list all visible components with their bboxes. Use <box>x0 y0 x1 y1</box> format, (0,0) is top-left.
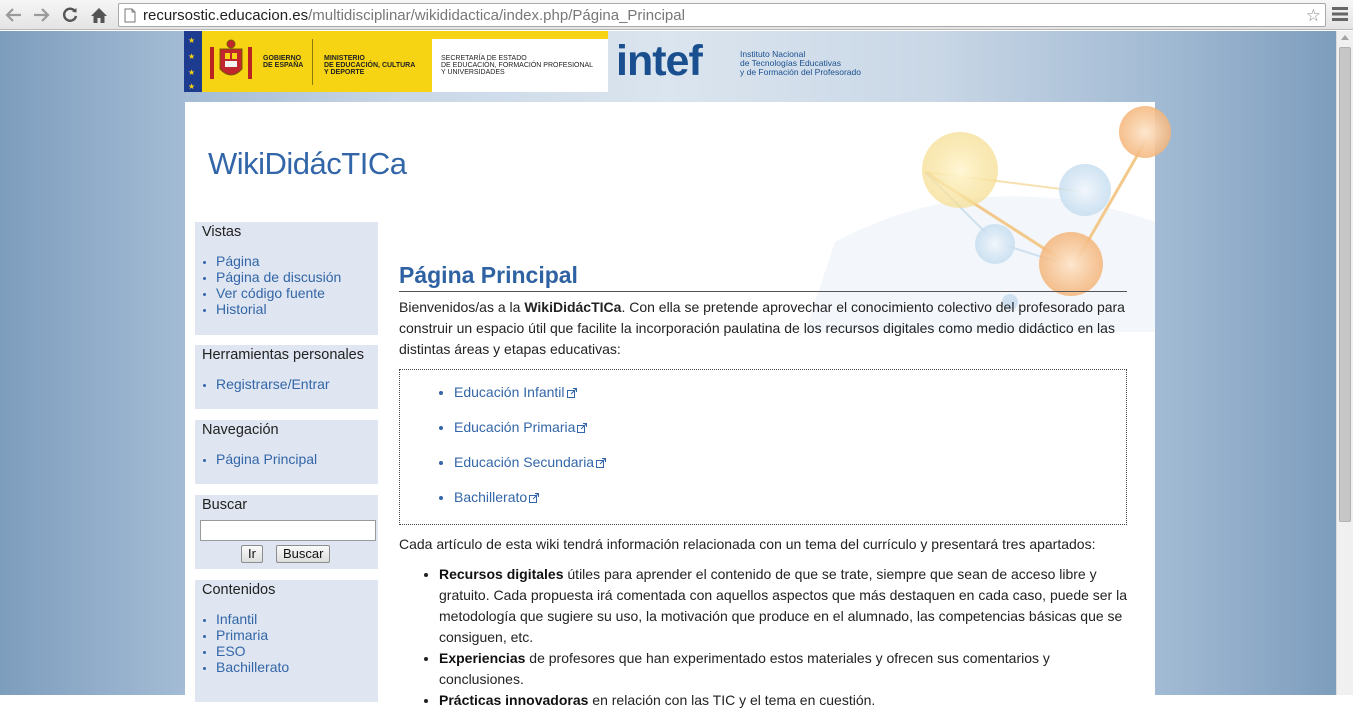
list-item: • Prácticas innovadoras en relación con las TIC y el tema en cuestión. <box>439 690 1127 711</box>
secretaria-block <box>432 39 608 92</box>
scroll-up-arrow-icon[interactable] <box>1341 35 1349 40</box>
portlet-herramientas <box>195 345 378 409</box>
sidebar-item-discusion[interactable]: • Página de discusión <box>216 269 341 285</box>
secretaria-text: SECRETARÍA DE ESTADO DE EDUCACIÓN, FORMACIÓN PROFESIONAL Y UNIVERSIDADES <box>441 55 594 76</box>
intef-wordmark: intef <box>616 37 702 85</box>
portlet-contenidos <box>195 580 378 702</box>
stage-links-box <box>399 369 1127 525</box>
sidebar-item-primaria[interactable]: • Primaria <box>216 627 289 643</box>
sidebar-item-registrarse[interactable]: • Registrarse/Entrar <box>216 376 330 392</box>
forward-arrow-icon[interactable] <box>29 3 53 27</box>
sidebar-item-bachillerato[interactable]: • Bachillerato <box>216 659 289 675</box>
gobierno-logo[interactable] <box>184 31 608 92</box>
coat-of-arms-icon <box>206 37 256 87</box>
browser-toolbar <box>0 0 1353 30</box>
portlet-title: Buscar <box>202 497 248 513</box>
back-arrow-icon[interactable] <box>2 3 26 27</box>
menu-icon[interactable] <box>1332 7 1348 26</box>
sidebar-item-historial[interactable]: • Historial <box>216 301 341 317</box>
government-banner <box>184 31 874 92</box>
ministry-text: MINISTERIO DE EDUCACIÓN, CULTURA Y DEPORTE <box>324 55 416 76</box>
page-title: Página Principal <box>399 262 1127 292</box>
page-icon <box>124 8 136 23</box>
intef-subtitle: Instituto Nacional de Tecnologías Educativas y de Formación del Profesorado <box>740 49 861 77</box>
external-link-icon <box>567 388 577 398</box>
sections-list <box>399 564 1127 711</box>
link-educacion-secundaria[interactable]: • Educación Secundaria <box>454 454 606 470</box>
scrollbar-thumb[interactable] <box>1339 47 1351 522</box>
list-item: • Experiencias de profesores que han experimentado estos materiales y ofrecen sus comentarios y conclusiones. <box>439 648 1127 690</box>
sidebar-item-eso[interactable]: • ESO <box>216 643 289 659</box>
sidebar-item-pagina[interactable]: • Página <box>216 253 341 269</box>
portlet-navegacion <box>195 420 378 484</box>
address-bar[interactable] <box>118 3 1326 27</box>
go-button[interactable]: Ir <box>241 545 263 563</box>
eu-flag-icon: ★ ★ ★ ★ <box>184 31 202 92</box>
home-icon[interactable] <box>87 3 111 27</box>
sidebar-item-codigo-fuente[interactable]: • Ver código fuente <box>216 285 341 301</box>
portlet-vistas <box>195 222 378 335</box>
link-bachillerato[interactable]: • Bachillerato <box>454 489 606 505</box>
portlet-title: Herramientas personales <box>202 347 364 363</box>
wiki-page <box>185 102 1155 708</box>
portlet-title: Contenidos <box>202 582 276 598</box>
vertical-scrollbar[interactable] <box>1336 31 1353 695</box>
external-link-icon <box>529 493 539 503</box>
link-educacion-primaria[interactable]: • Educación Primaria <box>454 419 606 435</box>
search-input[interactable] <box>200 520 376 541</box>
intef-logo[interactable] <box>616 37 861 85</box>
search-button[interactable]: Buscar <box>276 545 330 563</box>
sidebar-item-pagina-principal[interactable]: • Página Principal <box>216 451 317 467</box>
intro-paragraph: Bienvenidos/as a la WikiDidácTICa. Con ella se pretende aprovechar el conocimiento colectivo del profesorado para construir un espacio útil que facilite la incorporación paulatina de los recursos digitales como medio didáctico en las distintas áreas y etapas educativas: <box>399 299 1125 357</box>
url-text: recursostic.educacion.es/multidisciplinar/wikididactica/index.php/Página_Principal <box>143 7 685 24</box>
external-link-icon <box>596 458 606 468</box>
bookmark-star-icon[interactable]: ☆ <box>1305 6 1321 25</box>
portlet-buscar <box>195 495 378 569</box>
reload-icon[interactable] <box>58 3 82 27</box>
list-item: • Recursos digitales útiles para aprender el contenido de que se trate, siempre que sean de acceso libre y gratuito. Cada propuesta irá comentada con aquellos aspectos que más destaquen en cada caso, puede ser la metodología que sugiere su uso, la motivación que produce en el alumnado, las competencias básicas que se consiguen, etc. <box>439 564 1127 648</box>
sections-intro: Cada artículo de esta wiki tendrá información relacionada con un tema del currículo y presentará tres apartados: <box>399 536 1096 552</box>
page-viewport <box>0 31 1336 708</box>
portlet-title: Navegación <box>202 422 279 438</box>
gobierno-text: GOBIERNO DE ESPAÑA <box>263 55 304 69</box>
external-link-icon <box>577 423 587 433</box>
portlet-title: Vistas <box>202 224 242 240</box>
main-content <box>399 262 1127 711</box>
link-educacion-infantil[interactable]: • Educación Infantil <box>454 384 606 400</box>
site-title[interactable]: WikiDidácTICa <box>208 146 407 181</box>
banner-divider <box>312 39 313 85</box>
sidebar-item-infantil[interactable]: • Infantil <box>216 611 289 627</box>
